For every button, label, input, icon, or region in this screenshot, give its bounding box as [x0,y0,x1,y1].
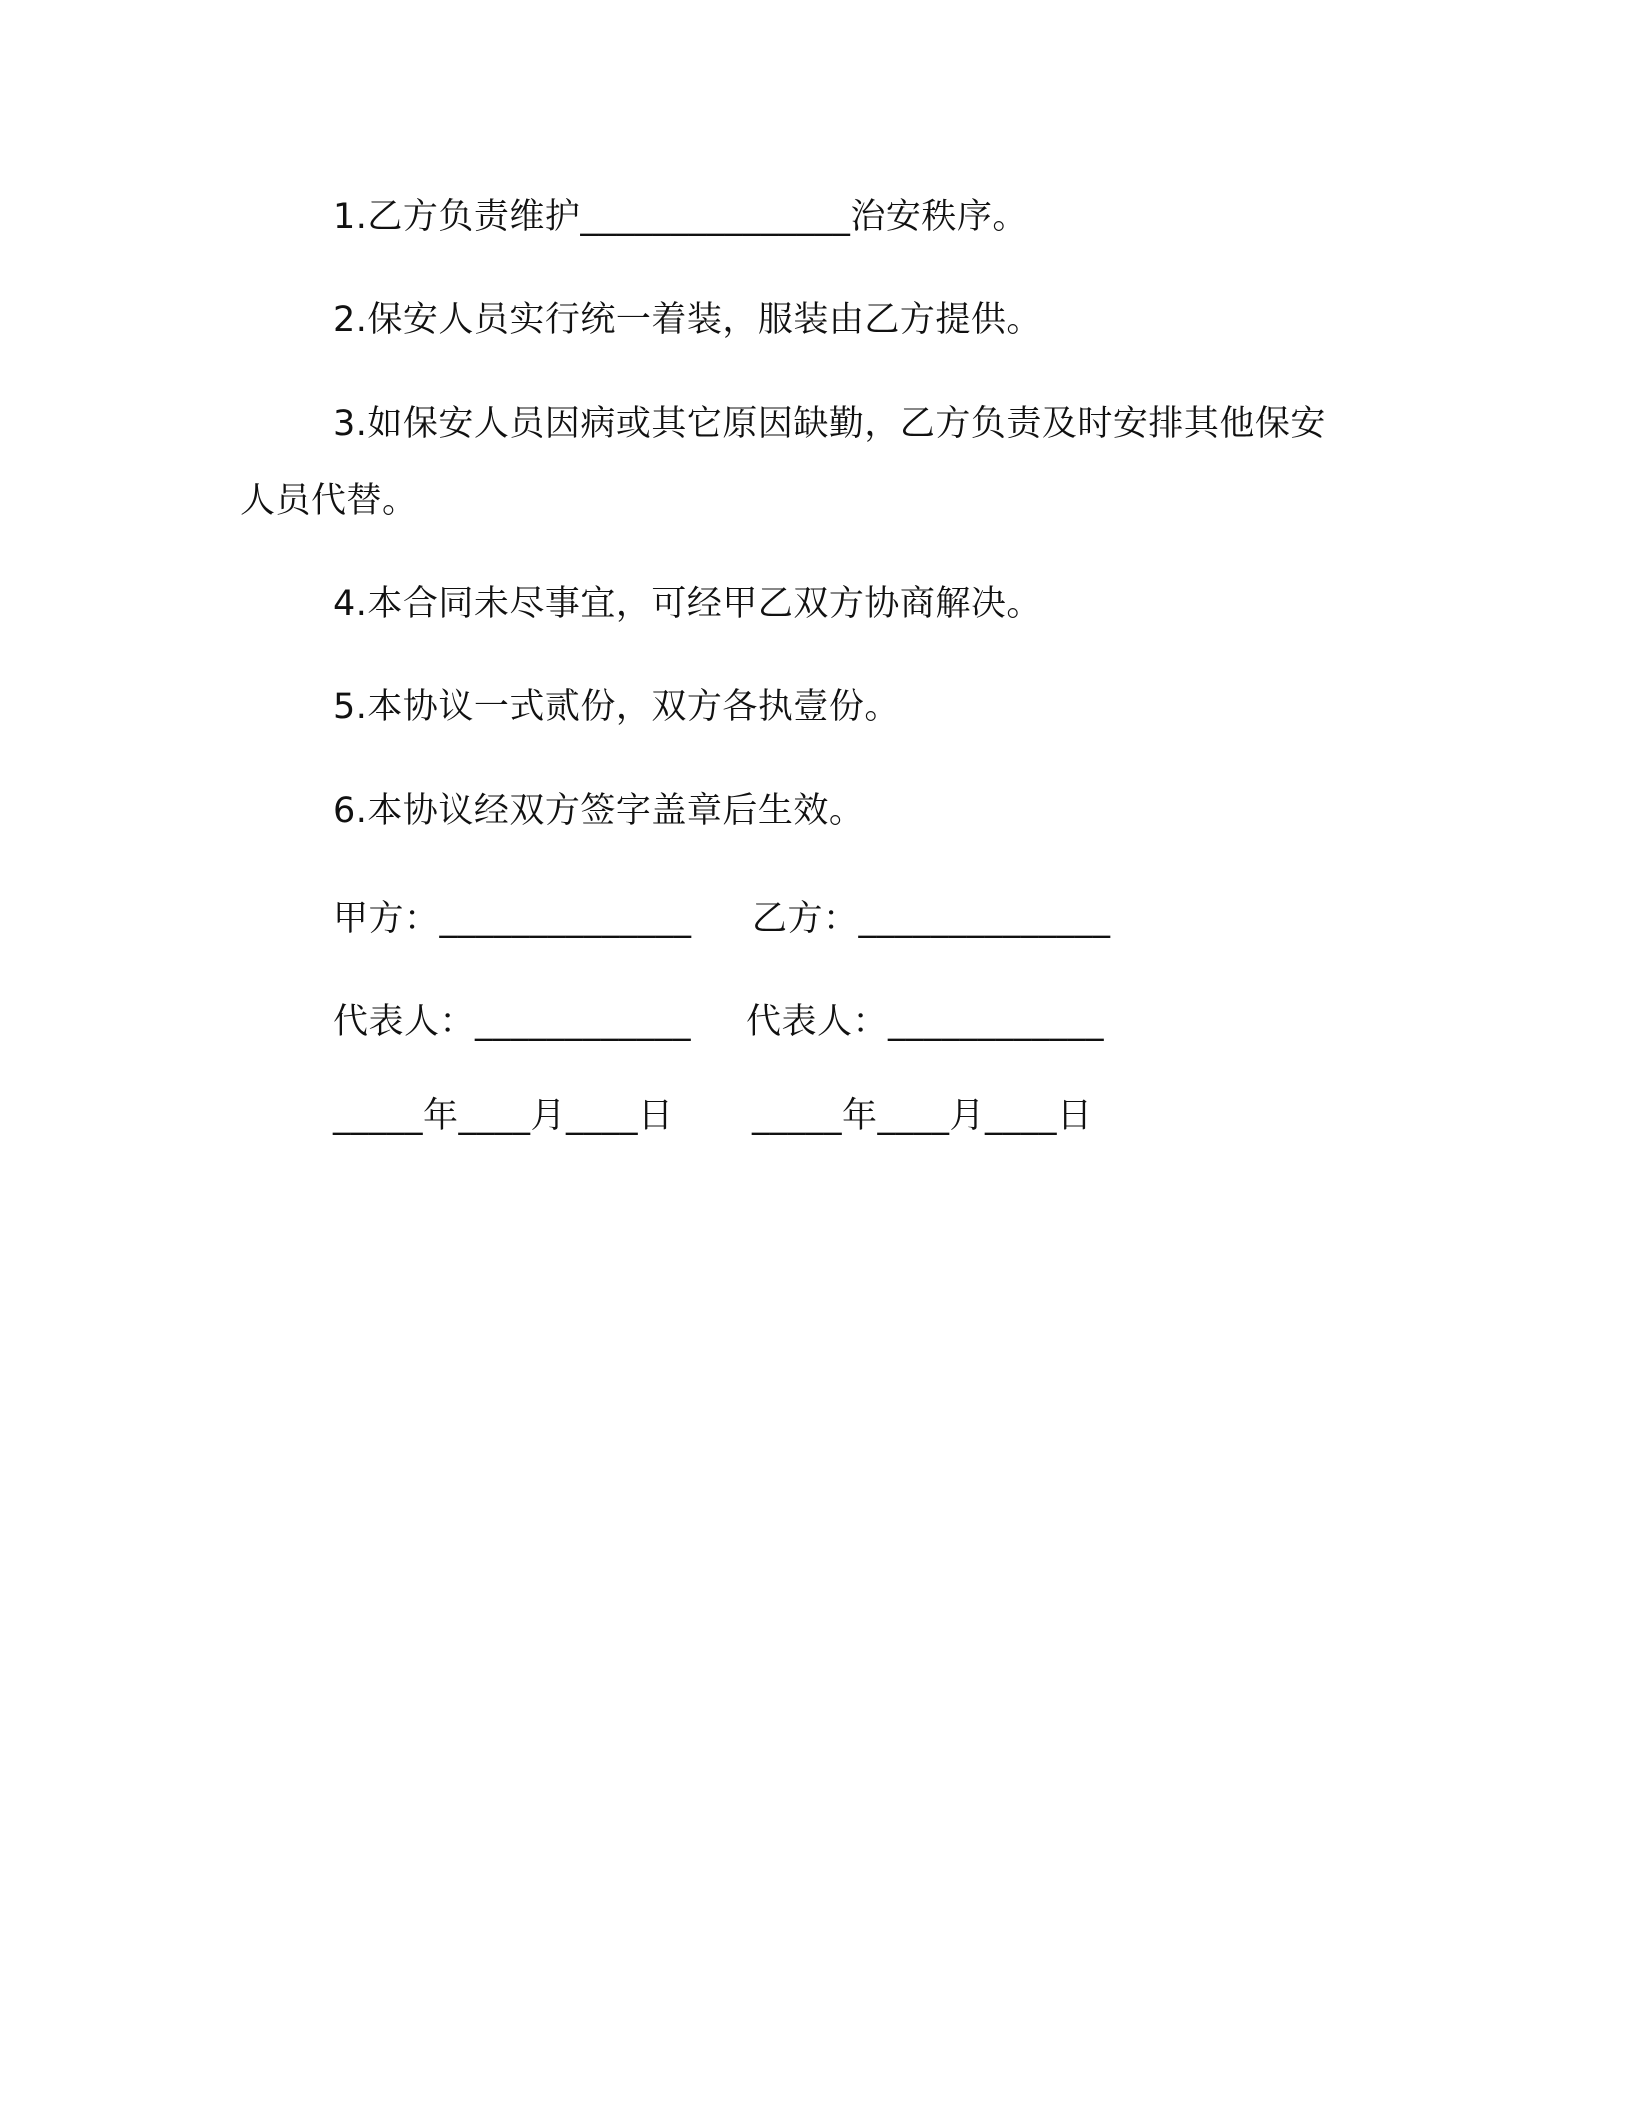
clause-3-line-1: 3.如保安人员因病或其它原因缺勤，乙方负责及时安排其他保安 [333,404,1326,444]
clause-4: 4.本合同未尽事宜，可经甲乙双方协商解决。 [333,584,1042,624]
representative-a-line: 代表人：____________ [333,1002,692,1042]
date-a-line: _____年____月____日 [333,1096,674,1136]
representative-b-line: 代表人：____________ [746,1002,1105,1042]
clause-3-line-2: 人员代替。 [240,481,418,521]
clause-2: 2.保安人员实行统一着装，服装由乙方提供。 [333,300,1042,340]
party-a-line: 甲方：______________ [333,899,692,939]
clause-6: 6.本协议经双方签字盖章后生效。 [333,791,865,831]
clause-1: 1.乙方负责维护_______________治安秩序。 [333,197,1028,237]
date-b-line: _____年____月____日 [752,1096,1093,1136]
clause-5: 5.本协议一式贰份，双方各执壹份。 [333,687,900,727]
party-b-line: 乙方：______________ [752,899,1111,939]
